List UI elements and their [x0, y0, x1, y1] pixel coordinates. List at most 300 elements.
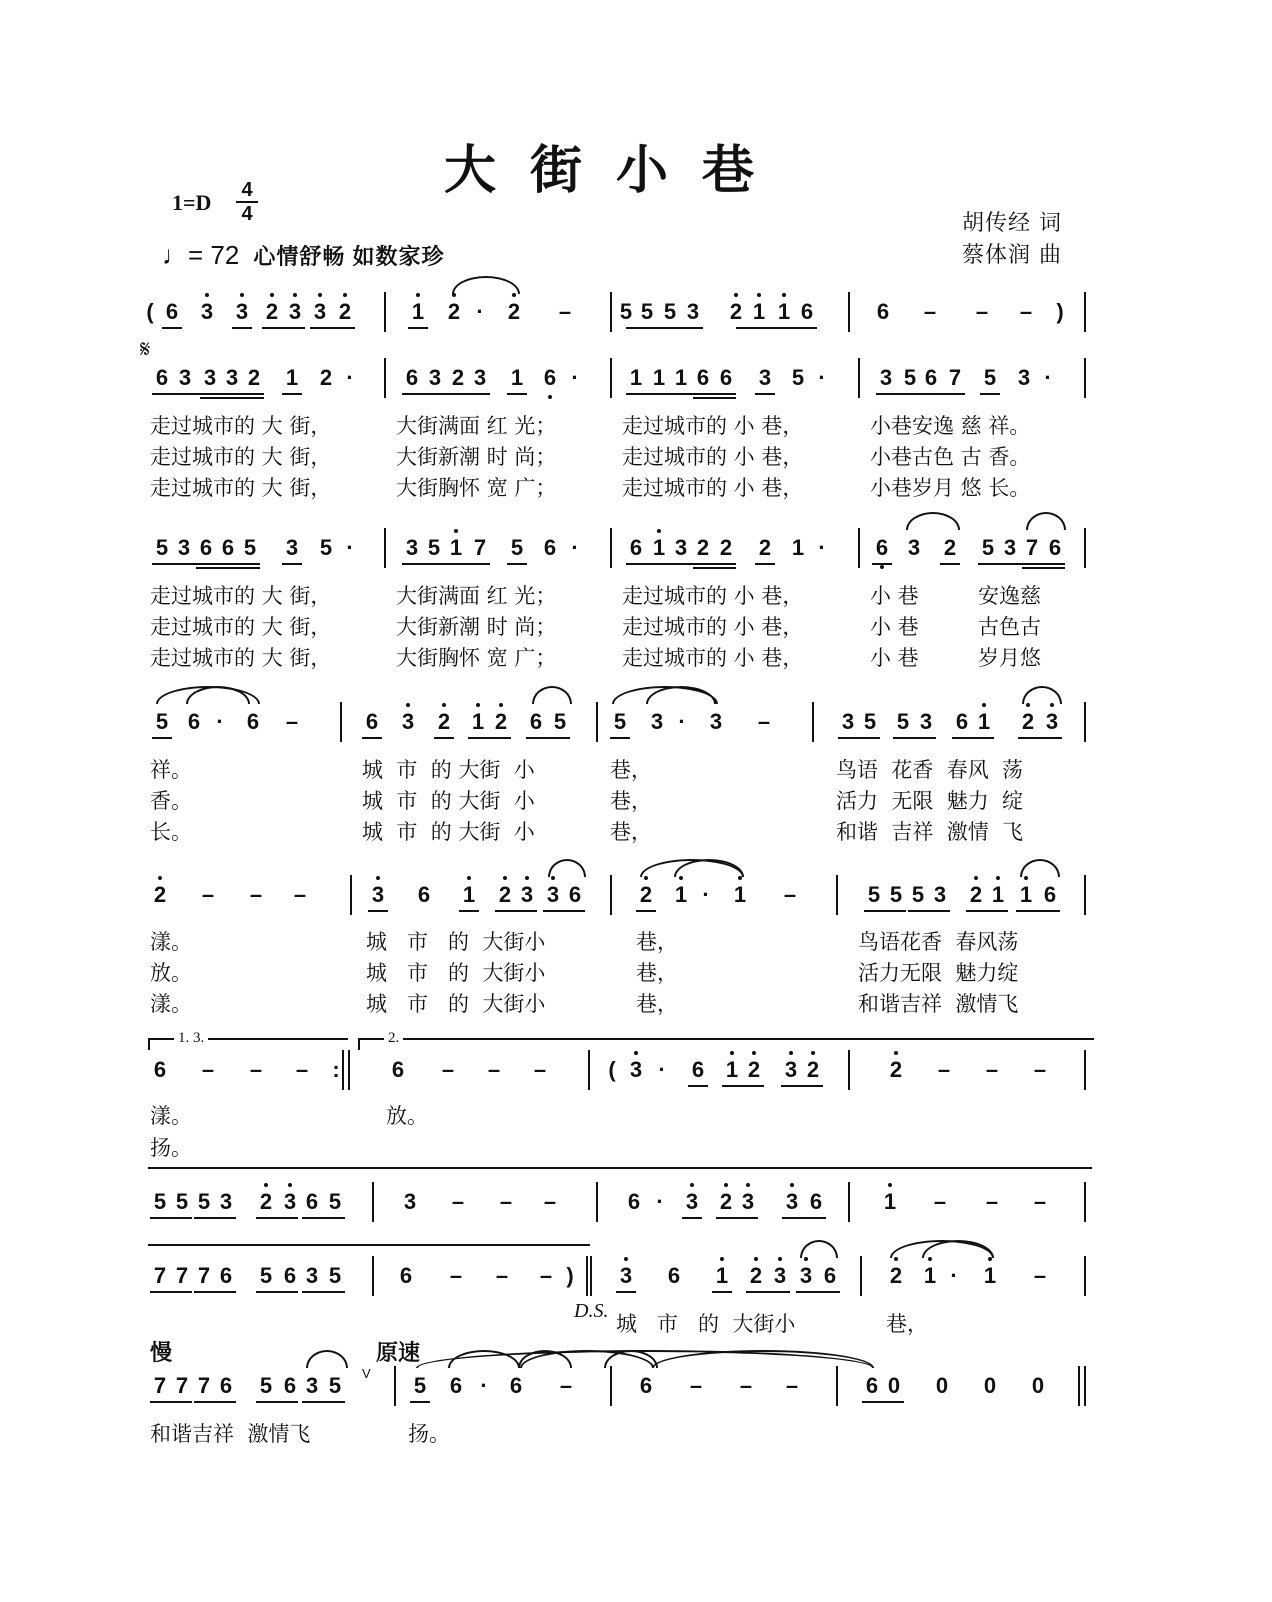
underline	[716, 1217, 758, 1219]
note: 1	[730, 882, 750, 908]
underline	[1018, 737, 1062, 739]
note: –	[985, 1057, 999, 1082]
barline	[858, 528, 860, 568]
note: 2	[247, 365, 261, 390]
note: –	[558, 299, 572, 324]
underline	[256, 1291, 298, 1293]
note: 6	[283, 1373, 297, 1398]
barline	[340, 702, 342, 742]
underline	[626, 327, 703, 329]
note: 6	[955, 709, 969, 734]
note: 5	[663, 299, 677, 324]
note: –	[1033, 1057, 1047, 1082]
note: 0	[935, 1373, 949, 1398]
note: 7	[197, 1373, 211, 1398]
note: 6	[305, 1189, 319, 1214]
note: –	[923, 299, 937, 324]
note: 6	[221, 535, 235, 560]
barline	[350, 875, 352, 915]
note: 3	[650, 709, 664, 734]
lyric-ds: 巷，	[886, 1312, 928, 1336]
quarter-note-icon: ♩	[162, 240, 188, 270]
note: –	[689, 1373, 703, 1398]
note: 7	[473, 535, 487, 560]
barline	[372, 1182, 374, 1222]
note: 3	[197, 299, 217, 325]
barline	[610, 875, 612, 915]
note: –	[559, 1373, 573, 1398]
barline	[384, 528, 386, 568]
underline	[893, 737, 936, 739]
underline	[152, 563, 260, 565]
lyric-chorus-2: 香。	[150, 789, 192, 813]
underline	[872, 563, 892, 565]
note: –	[201, 1057, 215, 1082]
underline	[712, 1291, 732, 1293]
note: 1	[510, 365, 524, 390]
underline	[626, 393, 736, 395]
note: 2	[504, 299, 524, 325]
underline	[408, 327, 428, 329]
note: –	[1033, 1263, 1047, 1288]
lyric-verse-2: 小 巷	[870, 615, 919, 639]
lyric-chorus-1: 巷，	[636, 930, 678, 954]
lyric-verse-2: 走过城市的 大 街，	[150, 615, 332, 639]
note: 6	[865, 1373, 879, 1398]
note: 1	[652, 365, 666, 390]
underline	[150, 1401, 192, 1403]
note: 1	[674, 365, 688, 390]
note: 1	[468, 709, 488, 735]
lyric-chorus-1: 城 市 的 大街 小	[362, 758, 535, 782]
lyric-ending-2: 放。	[386, 1104, 428, 1128]
underline	[434, 737, 454, 739]
underline	[194, 1217, 236, 1219]
underline	[688, 1085, 708, 1087]
lyric-chorus-2: 活力无限 魅力绽	[858, 961, 1019, 985]
note: –	[933, 1189, 947, 1214]
note: 2	[744, 1057, 764, 1083]
section-line	[148, 1167, 1092, 1169]
underline	[636, 910, 656, 912]
note: 3	[626, 1057, 646, 1083]
note: 3	[1003, 535, 1017, 560]
lyric-verse-3: 走过城市的 大 街，	[150, 476, 332, 500]
lyric-chorus-3: 和谐 吉祥 激情 飞	[836, 820, 1024, 844]
underline	[256, 1401, 298, 1403]
lyric-chorus-1: 祥。	[150, 758, 192, 782]
lyric-chorus-3: 城 市 的 大街 小	[362, 820, 535, 844]
underline	[940, 563, 960, 565]
underline	[150, 1217, 192, 1219]
note: 1	[459, 882, 479, 908]
note: 7	[153, 1373, 167, 1398]
note: ·	[346, 365, 354, 390]
note: –	[757, 709, 771, 734]
note: 5	[867, 882, 881, 907]
note: 6	[165, 299, 179, 324]
underline	[626, 563, 736, 565]
slur	[906, 512, 960, 530]
note: 3	[225, 365, 239, 390]
note: 6	[809, 1189, 823, 1214]
note: 6	[449, 1373, 463, 1398]
note: 1	[974, 709, 994, 735]
slur	[800, 1240, 838, 1258]
underline	[302, 1217, 345, 1219]
note: 2	[491, 709, 511, 735]
note: 1	[712, 1263, 732, 1289]
note: 1	[774, 299, 794, 325]
lyric-verse-1: 走过城市的 大 街，	[150, 414, 332, 438]
barline	[586, 1256, 588, 1296]
note: –	[783, 882, 797, 907]
underline	[282, 563, 302, 565]
underline	[755, 393, 775, 395]
note: ·	[818, 535, 826, 560]
note: 3	[841, 709, 855, 734]
note: 5	[328, 1263, 342, 1288]
note: 3	[398, 709, 418, 735]
note: 6	[199, 535, 213, 560]
note: 0	[983, 1373, 997, 1398]
lyric-verse-3: 小巷岁月 悠 长。	[870, 476, 1031, 500]
barline	[860, 1256, 862, 1296]
note: 3	[405, 535, 419, 560]
note: ·	[476, 299, 484, 324]
underline	[693, 567, 736, 569]
note: 3	[368, 882, 388, 908]
lyric-chorus-2: 放。	[150, 961, 192, 985]
note: 3	[907, 535, 921, 560]
slur	[1020, 859, 1060, 877]
underline	[980, 393, 1000, 395]
underline	[746, 1291, 790, 1293]
note: ·	[480, 1373, 488, 1398]
note: 2	[256, 1189, 276, 1215]
note: 7	[1025, 535, 1039, 560]
barline	[372, 1256, 374, 1296]
lyric-chorus-3: 长。	[150, 820, 192, 844]
note: 6	[246, 709, 260, 734]
underline	[610, 737, 630, 739]
barline	[1084, 1182, 1086, 1222]
underline	[876, 393, 965, 395]
lyric-verse-3: 走过城市的 小 巷，	[622, 646, 804, 670]
note: –	[937, 1057, 951, 1082]
underline	[755, 563, 775, 565]
slur	[1022, 686, 1062, 704]
barline	[384, 292, 386, 332]
composer-credit: 蔡体润 曲	[962, 243, 1062, 268]
lyric-chorus-3: 漾。	[150, 992, 192, 1016]
note: –	[785, 1373, 799, 1398]
note: 5	[427, 535, 441, 560]
note: :	[332, 1057, 340, 1082]
note: 3	[674, 535, 688, 560]
note: 1	[671, 882, 691, 908]
note: ·	[678, 709, 686, 734]
lyric-verse-3: 岁月悠	[978, 646, 1041, 670]
ds-marking: D.S.	[574, 1300, 609, 1322]
underline	[781, 1085, 823, 1087]
slur	[306, 1350, 348, 1368]
note: 6	[639, 1373, 653, 1398]
note: 3	[686, 299, 700, 324]
underline	[782, 1217, 826, 1219]
slur	[452, 276, 520, 294]
lyric-verse-1: 走过城市的 小 巷，	[622, 584, 804, 608]
barline	[1084, 702, 1086, 742]
barline	[812, 702, 814, 742]
note: 5	[640, 299, 654, 324]
underline	[282, 393, 302, 395]
note: 6	[823, 1263, 837, 1288]
note: 5	[413, 1373, 427, 1398]
note: 3	[473, 365, 487, 390]
underline	[256, 1217, 298, 1219]
note: 5	[155, 535, 169, 560]
underline	[908, 910, 950, 912]
lyric-verse-2: 大街新潮 时 尚；	[396, 615, 557, 639]
underline	[468, 737, 511, 739]
barline	[1084, 875, 1086, 915]
note: 5	[553, 709, 567, 734]
note: 2	[943, 535, 957, 560]
note: 3	[796, 1263, 816, 1289]
note: 6	[417, 882, 431, 907]
note: 0	[887, 1373, 901, 1398]
note: 6	[1048, 535, 1062, 560]
note: 6	[627, 1189, 641, 1214]
note: –	[249, 882, 263, 907]
note: 3	[285, 299, 305, 325]
note: 2	[451, 365, 465, 390]
lyric-verse-2: 大街新潮 时 尚；	[396, 445, 557, 469]
note: 2	[886, 1263, 906, 1289]
barline	[848, 1182, 850, 1222]
time-sig-bottom: 4	[241, 203, 253, 225]
note: 5	[903, 365, 917, 390]
note: 3	[305, 1263, 319, 1288]
volta-label-2: 2.	[384, 1030, 403, 1047]
note: –	[739, 1373, 753, 1398]
note: 3	[517, 882, 537, 908]
underline	[310, 327, 355, 329]
barline	[394, 1366, 396, 1406]
underline	[368, 910, 388, 912]
note: 7	[175, 1373, 189, 1398]
lyric-verse-3: 走过城市的 小 巷，	[622, 476, 804, 500]
lyric-chorus-1: 城 市 的 大街小	[366, 930, 546, 954]
note: 3	[879, 365, 893, 390]
underline	[402, 393, 490, 395]
note: 1	[980, 1263, 1000, 1289]
note: 5	[259, 1373, 273, 1398]
note: 1	[446, 535, 466, 561]
note: 1	[722, 1057, 742, 1083]
note: 1	[649, 535, 669, 561]
barline	[1084, 1050, 1086, 1090]
note: –	[293, 882, 307, 907]
note: 5	[197, 1189, 211, 1214]
note: 7	[948, 365, 962, 390]
barline	[610, 292, 612, 332]
barline	[1078, 1366, 1080, 1406]
note: 3	[738, 1189, 758, 1215]
note: –	[533, 1057, 547, 1082]
lyric-verse-1: 小 巷	[870, 584, 919, 608]
note: ·	[818, 365, 826, 390]
underline	[507, 563, 527, 565]
note: 3	[310, 299, 330, 325]
breath-mark-icon: V	[362, 1366, 371, 1381]
tempo-value: = 72	[188, 240, 240, 270]
note: 6	[876, 299, 890, 324]
note: 6	[629, 535, 643, 560]
note: 6	[800, 299, 814, 324]
underline	[194, 1291, 236, 1293]
underline	[196, 567, 260, 569]
underline	[682, 1217, 702, 1219]
note: 1	[988, 882, 1008, 908]
note: 5	[328, 1189, 342, 1214]
note: 5	[863, 709, 877, 734]
underline	[200, 397, 264, 399]
mood-text: 心情舒畅 如数家珍	[253, 244, 445, 269]
note: 5	[328, 1373, 342, 1398]
lyric-ending-1: 漾。	[150, 1104, 192, 1128]
volta-label-1: 1. 3.	[174, 1030, 208, 1047]
note: 6	[219, 1373, 233, 1398]
note: 2	[1018, 709, 1038, 735]
lyric-verse-3: 走过城市的 大 街，	[150, 646, 332, 670]
note: 1	[629, 365, 643, 390]
note: 3	[403, 1189, 417, 1214]
lyric-verse-1: 走过城市的 小 巷，	[622, 414, 804, 438]
note: 5	[889, 882, 903, 907]
note: 6	[405, 365, 419, 390]
note: 3	[781, 1057, 801, 1083]
note: 2	[758, 535, 772, 560]
lyric-verse-3: 大街胸怀 宽 广；	[396, 646, 557, 670]
lyric-verse-2: 走过城市的 大 街，	[150, 445, 332, 469]
note: 6	[391, 1057, 405, 1082]
note: 3	[428, 365, 442, 390]
time-sig-top: 4	[241, 179, 253, 201]
note: –	[985, 1189, 999, 1214]
underline	[495, 910, 537, 912]
barline	[342, 1050, 344, 1090]
note: –	[499, 1189, 513, 1214]
barline	[588, 1050, 590, 1090]
note: 5	[791, 365, 805, 390]
lyric-verse-1: 小巷安逸 慈 祥。	[870, 414, 1031, 438]
lyric-verse-1: 安逸慈	[978, 584, 1041, 608]
note: 6	[667, 1263, 681, 1288]
barline	[848, 292, 850, 332]
note: 2	[966, 882, 986, 908]
underline	[774, 327, 817, 329]
lyric-chorus-1: 鸟语花香 春风荡	[858, 930, 1019, 954]
underline	[150, 1291, 192, 1293]
note: ·	[571, 365, 579, 390]
note: –	[1019, 299, 1033, 324]
note: 7	[153, 1263, 167, 1288]
underline	[862, 1401, 904, 1403]
note: 5	[259, 1263, 273, 1288]
note: 5	[175, 1189, 189, 1214]
underline	[722, 1085, 764, 1087]
underline	[796, 1291, 840, 1293]
note: 6	[219, 1263, 233, 1288]
note: 3	[219, 1189, 233, 1214]
lyric-final: 扬。	[408, 1422, 450, 1446]
lyric-verse-3: 大街胸怀 宽 广；	[396, 476, 557, 500]
note: 3	[919, 709, 933, 734]
note: –	[975, 299, 989, 324]
note: ·	[658, 1057, 666, 1082]
barline	[1084, 1366, 1086, 1406]
note: 6	[509, 1373, 523, 1398]
note: 6	[924, 365, 938, 390]
note: ·	[656, 1189, 664, 1214]
key-signature: 1=D	[172, 190, 212, 215]
lyric-chorus-3: 和谐吉祥 激情飞	[858, 992, 1019, 1016]
note: 1	[920, 1263, 940, 1289]
underline	[1022, 567, 1065, 569]
barline	[848, 1050, 850, 1090]
note: 6	[540, 365, 560, 391]
underline	[302, 1401, 345, 1403]
lyric-ending-1: 扬。	[150, 1136, 192, 1160]
underline	[410, 1401, 430, 1403]
note: 3	[616, 1263, 636, 1289]
note: 7	[175, 1263, 189, 1288]
note: –	[451, 1189, 465, 1214]
lyric-chorus-2: 巷，	[636, 961, 678, 985]
note: 3	[280, 1189, 300, 1215]
underline	[864, 910, 906, 912]
note: 2	[444, 299, 464, 325]
underline	[838, 737, 880, 739]
barline	[858, 358, 860, 398]
note: 6	[1043, 882, 1057, 907]
lyric-chorus-1: 漾。	[150, 930, 192, 954]
lyric-chorus-3: 城 市 的 大街小	[366, 992, 546, 1016]
note: 5	[981, 535, 995, 560]
note: 2	[636, 882, 656, 908]
note: –	[495, 1263, 509, 1288]
segno-icon: 𝄋	[140, 336, 151, 363]
section-line-2	[148, 1244, 590, 1246]
lyric-verse-2: 走过城市的 小 巷，	[622, 615, 804, 639]
note: 2	[886, 1057, 906, 1083]
note: 6	[568, 882, 582, 907]
note: 2	[262, 299, 282, 325]
note: 6	[696, 365, 710, 390]
barline	[1084, 528, 1086, 568]
lyric-verse-2: 古色古	[978, 615, 1041, 639]
note: –	[201, 882, 215, 907]
note: )	[1056, 299, 1064, 324]
note: 2	[719, 535, 733, 560]
lyricist-credit: 胡传经 词	[962, 211, 1062, 236]
note: 1	[1016, 882, 1036, 908]
note: 3	[285, 535, 299, 560]
note: 2	[726, 299, 746, 325]
note: –	[441, 1057, 455, 1082]
